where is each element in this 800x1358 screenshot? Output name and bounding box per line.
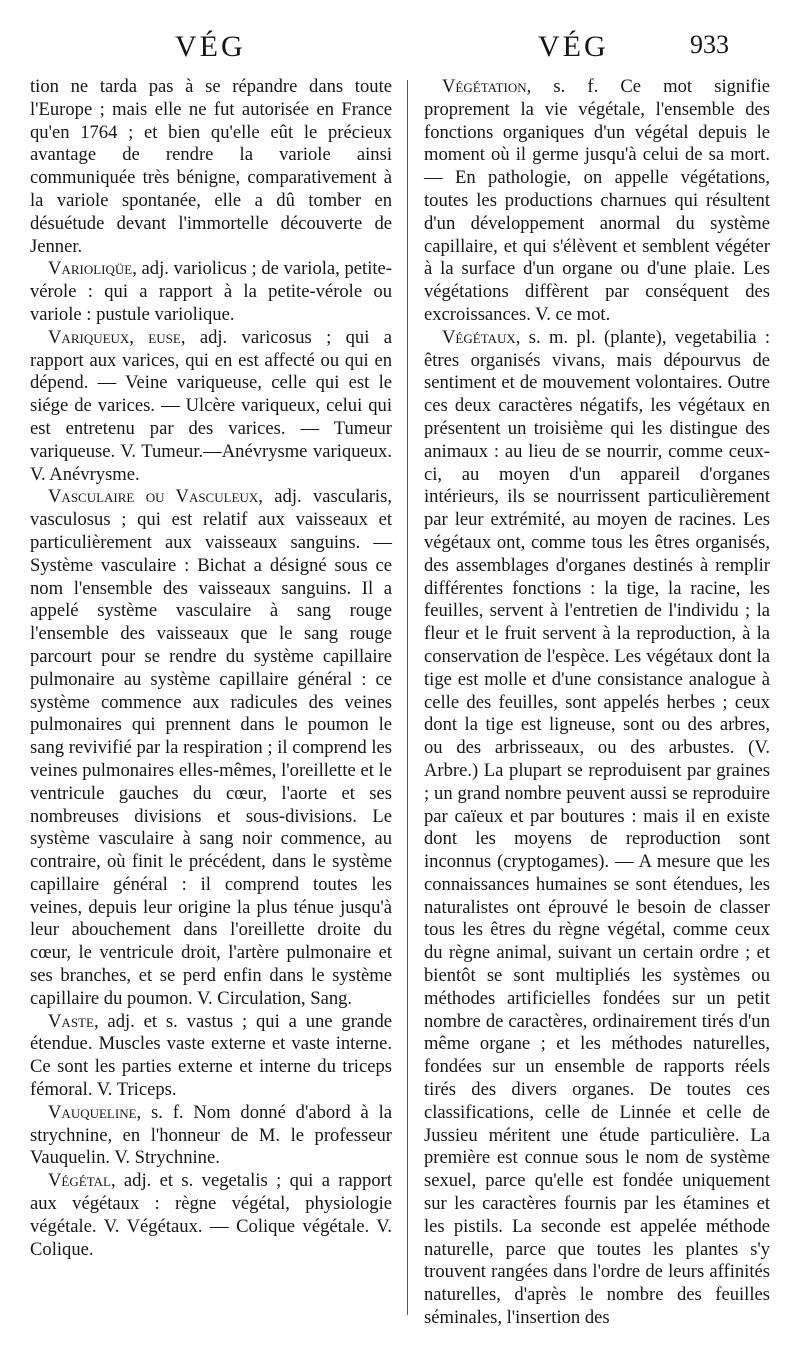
- entry-body: , s. m. pl. (plante), vegetabilia : êtres organisés vivans, mais dépourvus de sentiment et de mouvement volontaires. Outre ces deux caractères négatifs, les végétaux en présentent un troisième qui les distingue des animaux : au lieu de se nourrir, comme ceux-ci, au moyen d'un appareil d'organes intérieurs, ils se nourrissent particulièrement par leur extrémité, au moyen de racines. Les végétaux ont, comme tous les êtres organisés, des assemblages d'organes destinés à remplir différentes fonctions : la tige, la racine, les feuilles, servent à l'entretien de l'individu ; la fleur et le fruit servent à la reproduction, à la conservation de l'espèce. Les végétaux dont la tige est molle et d'une consistance analogue à celle des feuilles, sont appelés herbes ; ceux dont la tige est ligneuse, sont ou des arbres, ou des arbrisseaux, ou des arbustes. (V. Arbre.) La plupart se reproduisent par graines ; un grand nombre peuvent aussi se reproduire par caïeux et par boutures : mais il en existe dont les moyens de reproduction sont inconnus (cryptogames). — A mesure que les connaissances humaines se sont étendues, les naturalistes ont éprouvé le besoin de classer tous les êtres du règne végétal, comme ceux du règne animal, suivant un certain ordre ; et bientôt se sont multipliés les systèmes ou méthodes artificielles fondées sur un petit nombre de caractères, ordinairement tirés d'un même organe ; et les méthodes naturelles, fondées sur un ensemble de rapports réels tirés des divers organes. De toutes ces classifications, celle de Linnée et celle de Jussieu méritent une étude particulière. La première est connue sous le nom de système sexuel, parce qu'elle est fondée uniquement sur les caractères fournis par les étamines et les pistils. La seconde est appelée méthode naturelle, parce que toutes les plantes s'y trouvent rangées dans l'ordre de leurs affinités naturelles, d'après le nombre des feuilles séminales, l'insertion des: [424, 326, 770, 1329]
- right-column: [424, 76, 770, 1330]
- entry-body: , adj. vascularis, vasculosus ; qui est relatif aux vaisseaux et particulièrement aux vaisseaux sanguins. — Système vasculaire : Bichat a désigné sous ce nom l'ensemble des vaisseaux sanguins. Il a appelé système vasculaire à sang rouge l'ensemble des vaisseaux que le sang rouge parcourt pour se rendre du système capillaire pulmonaire au système capillaire général : ce système commence aux radicules des veines pulmonaires qui prennent dans le poumon le sang revivifié par la respiration ; il comprend les veines pulmonaires elles-mêmes, l'oreillette et le ventricule gauches du cœur, l'aorte et ses nombreuses divisions et sous-divisions. Le système vasculaire à sang noir commence, au contraire, où finit le précédent, dans le système capillaire général : il comprend toutes les veines, depuis leur origine la plus ténue jusqu'à leur abouchement dans l'oreillette droite du cœur, le ventricule droit, l'artère pulmonaire et ses branches, et se perd enfin dans le système capillaire du poumon. V. Circulation, Sang.: [30, 486, 392, 1009]
- entry-body: , adj. et s. vegetalis ; qui a rapport aux végétaux : règne végétal, physiologie végétale. V. Végétaux. — Colique végétale. V. Colique.: [30, 1170, 392, 1260]
- page-number: 933: [690, 30, 729, 59]
- running-head-right: VÉG: [538, 30, 609, 63]
- entry-body: , adj. et s. vastus ; qui a une grande étendue. Muscles vaste externe et vaste interne. Ce sont les parties externe et interne du triceps fémoral. V. Triceps.: [30, 1010, 392, 1101]
- column-rule: [407, 80, 408, 1315]
- page-header: [0, 30, 800, 70]
- entry-headword: Végétaux: [442, 326, 516, 348]
- entry-variolique: [30, 258, 392, 326]
- entry-vaste: [30, 1011, 392, 1102]
- entry-headword: Varioliqüe: [48, 258, 133, 280]
- entry-headword: Vaste: [48, 1010, 94, 1032]
- entry-body: , adj. variolicus ; de variola, petite-vérole : qui a rapport à la petite-vérole ou variole : pustule variolique.: [30, 258, 392, 325]
- entry-headword: Végétation: [442, 76, 527, 97]
- entry-vasculaire: [30, 486, 392, 1010]
- left-column: [30, 76, 392, 1261]
- entry-headword: Vasculaire ou Vasculeux: [48, 486, 259, 508]
- entry-variqueux: [30, 327, 392, 487]
- entry-headword: Vauqueline: [48, 1101, 137, 1123]
- entry-body: , s. f. Ce mot signifie proprement la vie végétale, l'ensemble des fonctions organiques d'un végétal depuis le moment où il germe jusqu'à celui de sa mort. — En pathologie, on appelle végétations, toutes les productions charnues qui résultent d'un développement anormal du système capillaire, et qui s'élèvent et semblent végéter à la surface d'un organe ou d'une plaie. Les végétations diffèrent par conséquent des excroissances. V. ce mot.: [424, 76, 770, 325]
- entry-body: , s. f. Nom donné d'abord à la strychnine, en l'honneur de M. le professeur Vauquelin. V. Strychnine.: [30, 1101, 392, 1169]
- entry-headword: Variqueux, euse: [48, 326, 181, 348]
- entry-continuation: tion ne tarda pas à se répandre dans toute l'Europe ; mais elle ne fut autorisée en France qu'en 1764 ; et bien qu'elle eût le précieux avantage de rendre la variole ainsi communiquée très bénigne, comparativement à la variole spontanée, elle a dû tomber en désuétude devant l'immortelle découverte de Jenner.: [30, 76, 392, 257]
- entry-vegetation: [424, 76, 770, 327]
- entry-vegetal: [30, 1170, 392, 1261]
- running-head-left: VÉG: [175, 30, 246, 63]
- entry-body: , adj. varicosus ; qui a rapport aux varices, qui en est affecté ou qui en dépend. — Veine variqueuse, celle qui est le siége de varices. — Ulcère variqueux, celui qui est entretenu par des varices. — Tumeur variqueuse. V. Tumeur.—Anévrysme variqueux. V. Anévrysme.: [30, 326, 392, 485]
- entry-vegetaux: [424, 327, 770, 1330]
- entry-headword: Végétal: [48, 1170, 111, 1192]
- entry-vauqueline: [30, 1102, 392, 1170]
